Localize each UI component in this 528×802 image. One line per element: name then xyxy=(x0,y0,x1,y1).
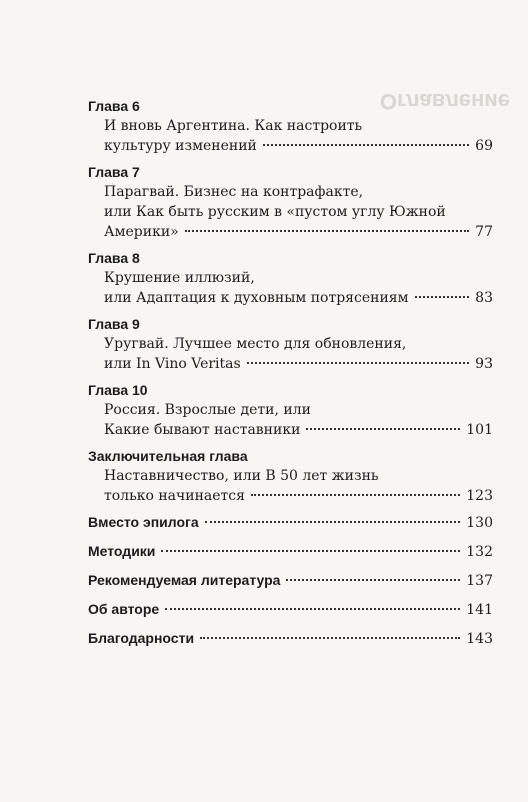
toc-entry-about-author xyxy=(88,599,493,620)
chapter-title-line: или Адаптация к духовным потрясениям xyxy=(104,290,409,306)
entry-title: Вместо эпилога xyxy=(88,514,199,530)
chapter-title-line: Уругвай. Лучшее место для обновления, xyxy=(104,336,407,352)
page-number: 101 xyxy=(466,422,493,438)
table-of-contents xyxy=(88,96,493,657)
toc-final-chapter xyxy=(88,446,493,506)
toc-chapter-7 xyxy=(88,162,493,242)
dot-leader xyxy=(200,637,460,639)
toc-entry-acknowledgements xyxy=(88,628,493,649)
entry-title: Об авторе xyxy=(88,601,160,617)
page-number: 77 xyxy=(475,224,493,240)
chapter-title-line: Америки» xyxy=(104,224,179,240)
toc-entry-methods xyxy=(88,541,493,562)
dot-leader xyxy=(185,230,469,232)
dot-leader xyxy=(205,521,461,523)
toc-chapter-6 xyxy=(88,96,493,156)
dot-leader xyxy=(247,362,469,364)
chapter-label: Глава 9 xyxy=(88,316,140,332)
chapter-label: Глава 10 xyxy=(88,382,148,398)
page-number: 132 xyxy=(466,544,493,560)
chapter-title-line: Крушение иллюзий, xyxy=(104,270,255,286)
chapter-title-line: Наставничество, или В 50 лет жизнь xyxy=(104,468,379,484)
toc-entry-literature xyxy=(88,570,493,591)
toc-entry-epilogue xyxy=(88,512,493,533)
dot-leader xyxy=(263,144,469,146)
chapter-title-line: Россия. Взрослые дети, или xyxy=(104,402,311,418)
chapter-label: Глава 8 xyxy=(88,250,140,266)
page-number: 141 xyxy=(466,602,493,618)
page-number: 123 xyxy=(466,488,493,504)
entry-title: Благодарности xyxy=(88,630,195,646)
chapter-title-line: Какие бывают наставники xyxy=(104,422,301,438)
page-number: 93 xyxy=(475,356,493,372)
page-number: 83 xyxy=(475,290,493,306)
page-number: 69 xyxy=(475,138,493,154)
dot-leader xyxy=(286,579,460,581)
dot-leader xyxy=(165,608,460,610)
entry-title: Рекомендуемая литература xyxy=(88,572,281,588)
chapter-label: Заключительная глава xyxy=(88,448,248,464)
chapter-title-line: культуру изменений xyxy=(104,138,257,154)
toc-chapter-9 xyxy=(88,314,493,374)
dot-leader xyxy=(251,494,460,496)
chapter-label: Глава 6 xyxy=(88,98,140,114)
bleed-through-heading: Оглавление xyxy=(379,89,510,114)
chapter-label: Глава 7 xyxy=(88,164,140,180)
chapter-title-line: Парагвай. Бизнес на контрафакте, xyxy=(104,184,364,200)
page-number: 137 xyxy=(466,573,493,589)
chapter-title-line: или In Vino Veritas xyxy=(104,356,241,372)
dot-leader xyxy=(415,296,470,298)
chapter-title-line: или Как быть русским в «пустом углу Южной xyxy=(104,204,446,220)
entry-title: Методики xyxy=(88,543,156,559)
page-number: 130 xyxy=(466,515,493,531)
chapter-title-line: И вновь Аргентина. Как настроить xyxy=(104,118,363,134)
toc-chapter-10 xyxy=(88,380,493,440)
page-number: 143 xyxy=(466,631,493,647)
dot-leader xyxy=(306,428,460,430)
toc-chapter-8 xyxy=(88,248,493,308)
chapter-title-line: только начинается xyxy=(104,488,245,504)
dot-leader xyxy=(161,550,460,552)
